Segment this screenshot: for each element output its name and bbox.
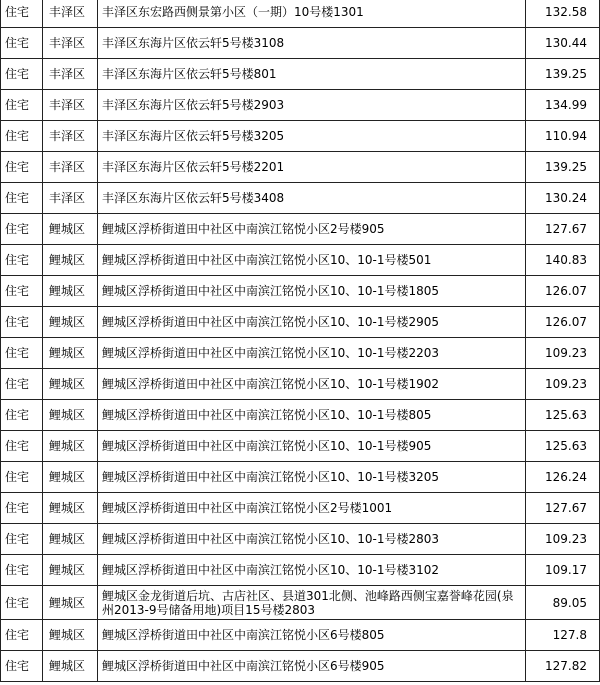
district-cell: 丰泽区 [43,28,98,59]
address-cell: 鲤城区浮桥街道田中社区中南滨江铭悦小区10、10-1号楼1805 [98,276,526,307]
district-cell: 鲤城区 [43,245,98,276]
district-cell: 鲤城区 [43,620,98,651]
address-cell: 鲤城区浮桥街道田中社区中南滨江铭悦小区10、10-1号楼501 [98,245,526,276]
table-row [1,431,600,462]
area-cell: 139.25 [526,59,600,90]
type-cell: 住宅 [1,369,43,400]
area-cell: 110.94 [526,121,600,152]
table-row [1,524,600,555]
table-row [1,214,600,245]
district-cell: 鲤城区 [43,338,98,369]
district-cell: 丰泽区 [43,59,98,90]
type-cell: 住宅 [1,307,43,338]
type-cell: 住宅 [1,400,43,431]
address-cell: 鲤城区浮桥街道田中社区中南滨江铭悦小区10、10-1号楼1902 [98,369,526,400]
area-cell: 130.24 [526,183,600,214]
address-cell: 鲤城区浮桥街道田中社区中南滨江铭悦小区10、10-1号楼2803 [98,524,526,555]
type-cell: 住宅 [1,524,43,555]
type-cell: 住宅 [1,214,43,245]
address-cell: 丰泽区东海片区依云轩5号楼3205 [98,121,526,152]
district-cell: 鲤城区 [43,651,98,682]
address-cell: 丰泽区东宏路西侧景第小区（一期）10号楼1301 [98,0,526,28]
type-cell: 住宅 [1,493,43,524]
type-cell: 住宅 [1,276,43,307]
address-cell: 鲤城区金龙街道后坑、古店社区、县道301北侧、池峰路西侧宝嘉誉峰花园(泉州2013-9号储备用地)项目15号楼2803 [98,586,526,620]
table-row [1,276,600,307]
table-row [1,152,600,183]
table-row [1,493,600,524]
address-cell: 鲤城区浮桥街道田中社区中南滨江铭悦小区6号楼905 [98,651,526,682]
address-cell: 丰泽区东海片区依云轩5号楼2903 [98,90,526,121]
type-cell: 住宅 [1,28,43,59]
area-cell: 109.23 [526,338,600,369]
area-cell: 109.23 [526,524,600,555]
address-cell: 鲤城区浮桥街道田中社区中南滨江铭悦小区10、10-1号楼2203 [98,338,526,369]
district-cell: 鲤城区 [43,555,98,586]
area-cell: 125.63 [526,400,600,431]
district-cell: 丰泽区 [43,0,98,28]
table-row [1,651,600,682]
type-cell: 住宅 [1,183,43,214]
table-row [1,620,600,651]
table-row [1,307,600,338]
area-cell: 134.99 [526,90,600,121]
type-cell: 住宅 [1,90,43,121]
district-cell: 鲤城区 [43,214,98,245]
address-cell: 丰泽区东海片区依云轩5号楼2201 [98,152,526,183]
address-cell: 鲤城区浮桥街道田中社区中南滨江铭悦小区10、10-1号楼3205 [98,462,526,493]
table-row [1,462,600,493]
type-cell: 住宅 [1,245,43,276]
address-cell: 鲤城区浮桥街道田中社区中南滨江铭悦小区10、10-1号楼3102 [98,555,526,586]
table-row [1,121,600,152]
district-cell: 鲤城区 [43,400,98,431]
type-cell: 住宅 [1,620,43,651]
area-cell: 127.82 [526,651,600,682]
address-cell: 鲤城区浮桥街道田中社区中南滨江铭悦小区10、10-1号楼805 [98,400,526,431]
table-row [1,59,600,90]
table-row [1,183,600,214]
area-cell: 125.63 [526,431,600,462]
district-cell: 鲤城区 [43,524,98,555]
area-cell: 130.44 [526,28,600,59]
district-cell: 鲤城区 [43,462,98,493]
area-cell: 109.23 [526,369,600,400]
district-cell: 丰泽区 [43,183,98,214]
address-cell: 丰泽区东海片区依云轩5号楼3408 [98,183,526,214]
district-cell: 丰泽区 [43,90,98,121]
area-cell: 89.05 [526,586,600,620]
area-cell: 126.24 [526,462,600,493]
table-row [1,28,600,59]
area-cell: 132.58 [526,0,600,28]
district-cell: 鲤城区 [43,276,98,307]
table-body [1,0,600,682]
address-cell: 丰泽区东海片区依云轩5号楼3108 [98,28,526,59]
address-cell: 鲤城区浮桥街道田中社区中南滨江铭悦小区10、10-1号楼2905 [98,307,526,338]
district-cell: 鲤城区 [43,431,98,462]
address-cell: 丰泽区东海片区依云轩5号楼801 [98,59,526,90]
type-cell: 住宅 [1,338,43,369]
type-cell: 住宅 [1,152,43,183]
table-row [1,0,600,28]
table-row [1,555,600,586]
address-cell: 鲤城区浮桥街道田中社区中南滨江铭悦小区2号楼1001 [98,493,526,524]
area-cell: 126.07 [526,276,600,307]
address-cell: 鲤城区浮桥街道田中社区中南滨江铭悦小区2号楼905 [98,214,526,245]
address-cell: 鲤城区浮桥街道田中社区中南滨江铭悦小区6号楼805 [98,620,526,651]
type-cell: 住宅 [1,431,43,462]
type-cell: 住宅 [1,462,43,493]
type-cell: 住宅 [1,651,43,682]
district-cell: 鲤城区 [43,586,98,620]
district-cell: 鲤城区 [43,369,98,400]
district-cell: 丰泽区 [43,121,98,152]
district-cell: 鲤城区 [43,307,98,338]
district-cell: 鲤城区 [43,493,98,524]
area-cell: 127.67 [526,214,600,245]
table-row [1,338,600,369]
district-cell: 丰泽区 [43,152,98,183]
type-cell: 住宅 [1,59,43,90]
type-cell: 住宅 [1,586,43,620]
type-cell: 住宅 [1,555,43,586]
table-row [1,245,600,276]
table-row [1,369,600,400]
table-row [1,400,600,431]
area-cell: 127.67 [526,493,600,524]
area-cell: 127.8 [526,620,600,651]
area-cell: 109.17 [526,555,600,586]
area-cell: 126.07 [526,307,600,338]
type-cell: 住宅 [1,0,43,28]
table-row [1,586,600,620]
type-cell: 住宅 [1,121,43,152]
area-cell: 139.25 [526,152,600,183]
table-row [1,90,600,121]
address-cell: 鲤城区浮桥街道田中社区中南滨江铭悦小区10、10-1号楼905 [98,431,526,462]
area-cell: 140.83 [526,245,600,276]
